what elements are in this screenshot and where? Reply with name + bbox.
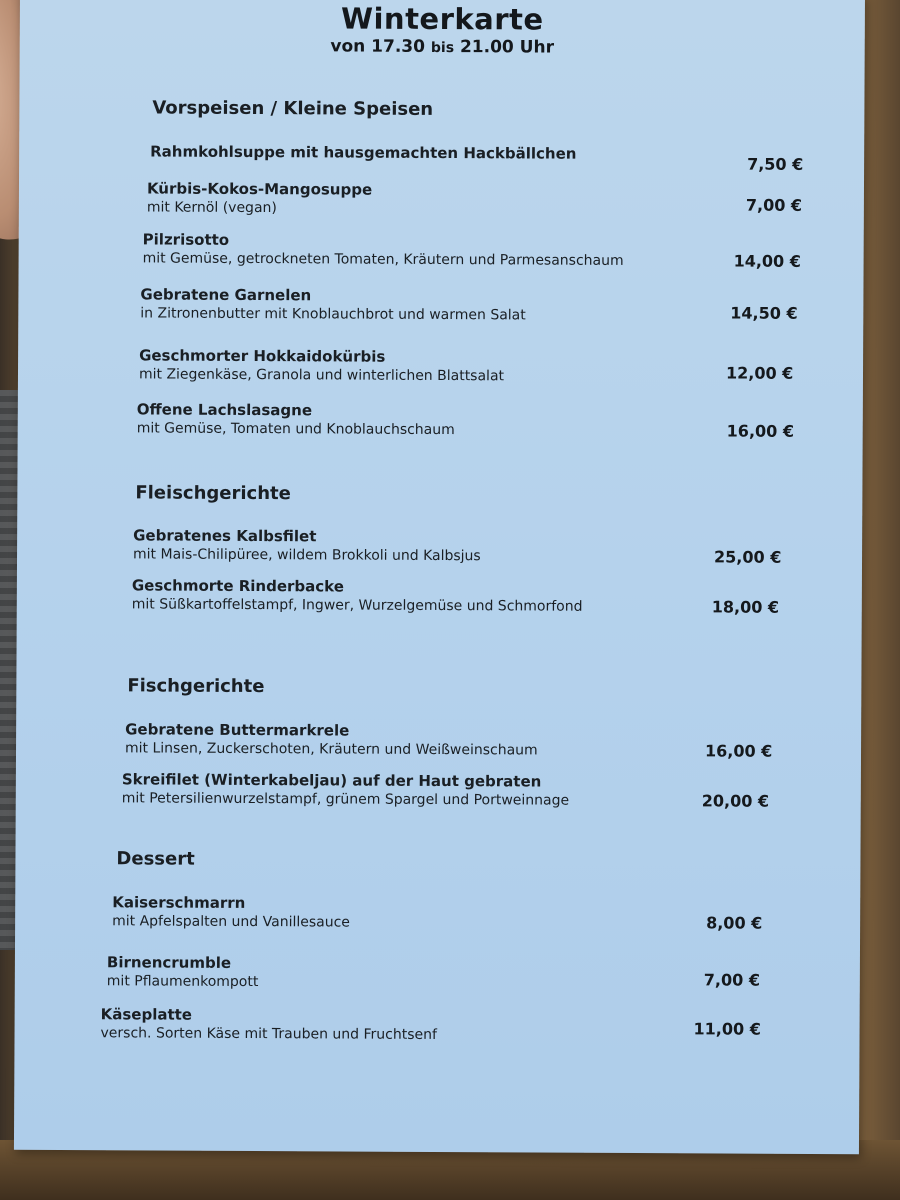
dish-buttermakrele [125, 720, 538, 759]
price-kaeseplatte: 11,00 € [693, 1019, 761, 1039]
price-kaiserschmarrn: 8,00 € [706, 913, 763, 933]
dish-description: in Zitronenbutter mit Knoblauchbrot und warmen Salat [140, 305, 526, 324]
dish-description: versch. Sorten Käse mit Trauben und Fruchtsenf [100, 1025, 438, 1043]
dish-description: mit Pflaumenkompott [106, 973, 259, 991]
hours-bis: bis [430, 39, 455, 57]
opening-hours [20, 35, 865, 59]
section-title-fisch: Fischgerichte [127, 675, 265, 698]
dish-garnelen [140, 285, 526, 324]
dish-name: Kaiserschmarrn [112, 893, 246, 912]
dish-kuerbissuppe [147, 179, 372, 217]
dish-description: mit Apfelspalten und Vanillesauce [112, 913, 350, 931]
dish-description: mit Gemüse, getrockneten Tomaten, Kräutern und Parmesanschaum [142, 250, 624, 269]
dish-rinderbacke [132, 576, 583, 615]
dish-name: Pilzrisotto [142, 230, 230, 249]
dish-description: mit Mais-Chilipüree, wildem Brokkoli und Kalbsjus [133, 546, 481, 565]
price-rahmkohlsuppe: 7,50 € [747, 154, 804, 174]
dish-kaeseplatte [100, 1005, 437, 1044]
dish-description: mit Süßkartoffelstampf, Ingwer, Wurzelgemüse und Schmorfond [131, 596, 583, 615]
dish-birnencrumble [107, 953, 259, 991]
dish-name: Gebratene Buttermarkrele [125, 720, 350, 740]
hours-to: 21.00 Uhr [459, 37, 555, 58]
dish-hokkaido [139, 346, 504, 385]
section-title-vorspeisen: Vorspeisen / Kleine Speisen [152, 97, 434, 120]
price-lachslasagne: 16,00 € [726, 421, 795, 441]
price-hokkaido: 12,00 € [725, 363, 794, 383]
dish-rahmkohlsuppe [150, 142, 576, 163]
price-rinderbacke: 18,00 € [711, 597, 780, 617]
dish-description: mit Kernöl (vegan) [146, 199, 277, 217]
price-buttermakrele: 16,00 € [704, 741, 773, 761]
dish-name: Offene Lachslasagne [136, 400, 313, 420]
dish-kaiserschmarrn [112, 893, 350, 931]
dish-name: Gebratenes Kalbsfilet [133, 526, 317, 546]
dish-skreifilet [122, 770, 570, 809]
menu-sheet [14, 0, 865, 1154]
section-title-fleisch: Fleischgerichte [135, 482, 291, 505]
dish-name: Kürbis-Kokos-Mangosuppe [146, 179, 373, 199]
dish-lachslasagne [137, 400, 455, 439]
dish-name: Geschmorte Rinderbacke [131, 576, 344, 596]
dish-name: Gebratene Garnelen [140, 285, 312, 305]
dish-name: Rahmkohlsuppe mit hausgemachten Hackbällchen [150, 142, 577, 163]
dish-description: mit Ziegenkäse, Granola und winterlichen Blattsalat [138, 366, 505, 385]
dish-name: Skreifilet (Winterkabeljau) auf der Haut gebraten [121, 770, 542, 791]
section-title-dessert: Dessert [116, 848, 195, 870]
hours-from: von 17.30 [330, 36, 426, 57]
price-garnelen: 14,50 € [730, 303, 798, 323]
price-pilzrisotto: 14,00 € [733, 251, 801, 271]
dish-name: Geschmorter Hokkaidokürbis [139, 346, 386, 366]
dish-description: mit Linsen, Zuckerschoten, Kräutern und Weißweinschaum [124, 740, 538, 759]
price-birnencrumble: 7,00 € [703, 970, 761, 990]
dish-pilzrisotto [143, 230, 624, 270]
dish-description: mit Gemüse, Tomaten und Knoblauchschaum [136, 420, 455, 439]
price-skreifilet: 20,00 € [701, 791, 770, 811]
dish-kalbsfilet [133, 526, 481, 565]
price-kuerbissuppe: 7,00 € [745, 195, 803, 215]
dish-description: mit Petersilienwurzelstampf, grünem Spargel und Portweinnage [121, 790, 570, 809]
menu-title: Winterkarte [340, 1, 544, 37]
dish-name: Birnencrumble [106, 953, 232, 972]
price-kalbsfilet: 25,00 € [713, 547, 782, 567]
dish-name: Käseplatte [100, 1005, 193, 1024]
